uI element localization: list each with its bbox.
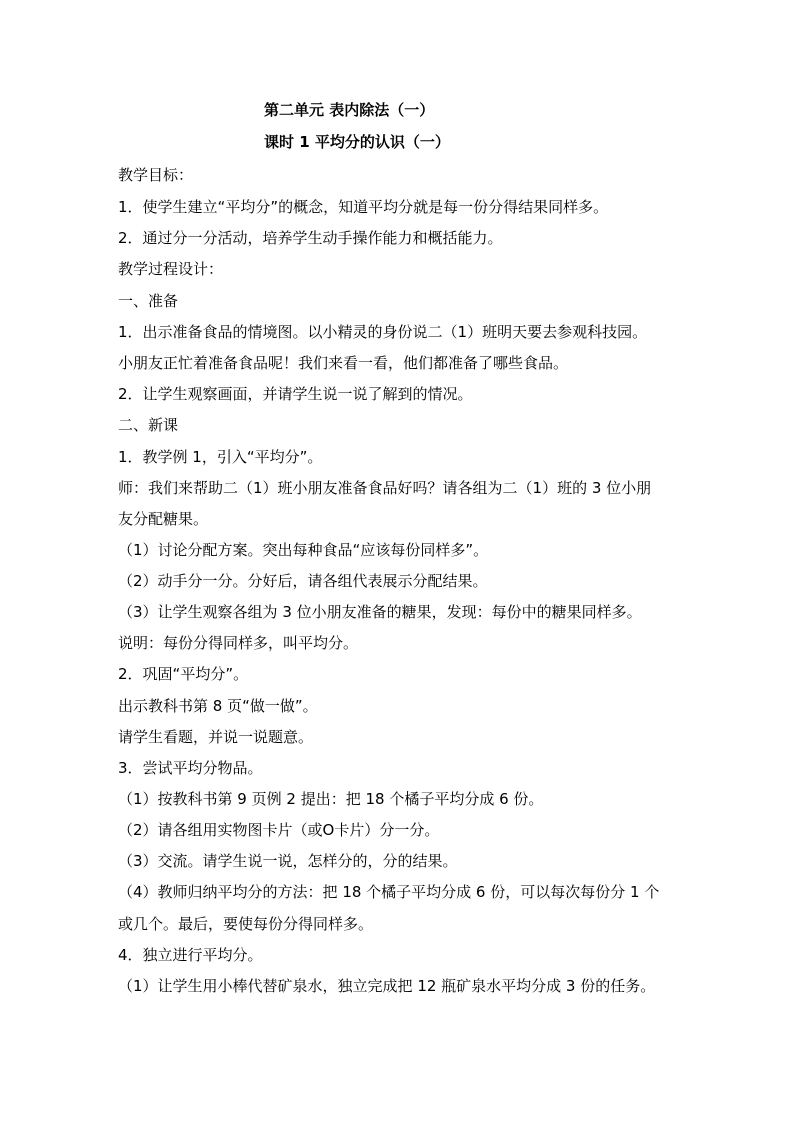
text-line: （3）让学生观察各组为 3 位小朋友准备的糖果，发现：每份中的糖果同样多。	[118, 603, 642, 621]
text-line: （4）教师归纳平均分的方法：把 18 个橘子平均分成 6 份，可以每次每份分 1 个	[118, 883, 660, 901]
text-line: 一、准备	[118, 292, 179, 310]
text-line: 请学生看题，并说一说题意。	[118, 728, 314, 746]
text-line: 2．巩固“平均分”。	[118, 665, 249, 683]
text-line: 教学目标：	[118, 166, 194, 184]
text-line: （1）讨论分配方案。突出每种食品“应该每份同样多”。	[118, 541, 489, 559]
text-line: 4．独立进行平均分。	[118, 946, 263, 964]
text-line: 2．通过分一分活动，培养学生动手操作能力和概括能力。	[118, 229, 503, 247]
text-line: 二、新课	[118, 416, 179, 434]
text-line: （2）请各组用实物图卡片（或O卡片）分一分。	[118, 821, 440, 839]
text-line: 教学过程设计：	[118, 260, 224, 278]
text-line: 出示教科书第 8 页“做一做”。	[118, 697, 318, 715]
document-title: 第二单元 表内除法（一）	[264, 101, 435, 119]
text-line: （1）让学生用小棒代替矿泉水，独立完成把 12 瓶矿泉水平均分成 3 份的任务。	[118, 977, 656, 995]
text-line: 师：我们来帮助二（1）班小朋友准备食品好吗？请各组为二（1）班的 3 位小朋	[118, 479, 652, 497]
text-line: 友分配糖果。	[118, 510, 209, 528]
text-line: 3．尝试平均分物品。	[118, 759, 263, 777]
text-line: 1．使学生建立“平均分”的概念，知道平均分就是每一份分得结果同样多。	[118, 198, 609, 216]
text-line: 说明：每份分得同样多，叫平均分。	[118, 634, 359, 652]
text-line: 1．出示准备食品的情境图。以小精灵的身份说二（1）班明天要去参观科技园。	[118, 323, 648, 341]
text-line: 小朋友正忙着准备食品呢！我们来看一看，他们都准备了哪些食品。	[118, 354, 569, 372]
text-line: 或几个。最后，要使每份分得同样多。	[118, 915, 374, 933]
text-line: 1．教学例 1，引入“平均分”。	[118, 448, 323, 466]
text-line: （3）交流。请学生说一说，怎样分的，分的结果。	[118, 852, 458, 870]
document-subtitle: 课时 1 平均分的认识（一）	[264, 133, 450, 151]
text-line: （1）按教科书第 9 页例 2 提出：把 18 个橘子平均分成 6 份。	[118, 790, 544, 808]
text-line: （2）动手分一分。分好后，请各组代表展示分配结果。	[118, 572, 488, 590]
text-line: 2．让学生观察画面，并请学生说一说了解到的情况。	[118, 385, 473, 403]
